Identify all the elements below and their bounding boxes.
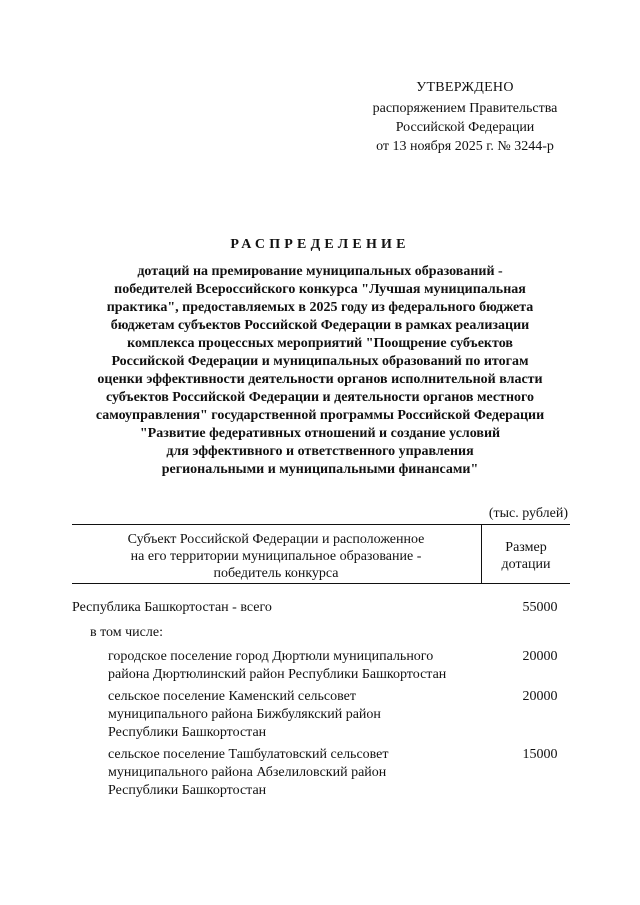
row-amount: 15000 — [522, 747, 558, 762]
subtitle-line: для эффективного и ответственного управления — [166, 444, 474, 459]
subtitle-line: комплекса процессных мероприятий "Поощрение субъектов — [127, 336, 513, 351]
subtitle-line: дотаций на премирование муниципальных образований - — [137, 264, 503, 279]
subtitle-line: практика", предоставляемых в 2025 году из федерального бюджета — [106, 300, 534, 315]
row-subject — [72, 599, 570, 617]
approval-block — [340, 78, 590, 156]
units-label: (тыс. рублей) — [488, 506, 568, 521]
subtitle-line: оценки эффективности деятельности органов исполнительной власти — [97, 372, 543, 387]
approval-line-2: Российской Федерации — [395, 120, 535, 135]
header-amount-line: Размер — [505, 540, 547, 555]
row-subject — [108, 746, 570, 800]
table-header — [72, 524, 570, 584]
subtitle-line: Российской Федерации и муниципальных образований по итогам — [111, 354, 529, 369]
row-subject-line: сельское поселение Ташбулатовский сельсовет — [108, 747, 389, 762]
row-subject — [90, 624, 570, 642]
header-amount — [482, 539, 570, 573]
table-row — [108, 746, 570, 800]
table-row — [72, 599, 570, 617]
row-subject-line: муниципального района Абзелиловский район — [108, 765, 387, 780]
row-amount: 55000 — [522, 600, 558, 615]
row-subject — [108, 648, 570, 684]
subtitle-line: региональными и муниципальными финансами" — [161, 462, 479, 477]
document-title: РАСПРЕДЕЛЕНИЕ — [230, 237, 410, 252]
document-subtitle — [60, 263, 580, 479]
row-subject-line: Республики Башкортостан — [108, 783, 267, 798]
subtitle-line: победителей Всероссийского конкурса "Лучшая муниципальная — [114, 282, 526, 297]
table-row — [90, 624, 570, 642]
row-subject-line: в том числе: — [90, 625, 163, 640]
header-amount-line: дотации — [501, 557, 551, 572]
row-subject-line: района Дюртюлинский район Республики Башкортостан — [108, 667, 447, 682]
table-row — [108, 648, 570, 684]
row-subject-line: городское поселение город Дюртюли муниципального — [108, 649, 434, 664]
table-row — [108, 688, 570, 742]
header-subject-line: победитель конкурса — [213, 566, 339, 581]
header-subject-line: Субъект Российской Федерации и расположенное — [127, 532, 425, 547]
row-subject-line: Республики Башкортостан — [108, 725, 267, 740]
row-subject-line: муниципального района Бижбулякский район — [108, 707, 381, 722]
row-subject-line: Республика Башкортостан - всего — [72, 600, 272, 615]
approval-line-1: распоряжением Правительства — [372, 101, 558, 116]
subtitle-line: самоуправления" государственной программы Российской Федерации — [95, 408, 545, 423]
row-subject-line: сельское поселение Каменский сельсовет — [108, 689, 356, 704]
row-subject — [108, 688, 570, 742]
row-amount: 20000 — [522, 689, 558, 704]
subtitle-line: субъектов Российской Федерации и деятельности органов местного — [105, 390, 535, 405]
row-amount: 20000 — [522, 649, 558, 664]
header-subject-line: на его территории муниципальное образование - — [130, 549, 422, 564]
approval-line-3: от 13 ноября 2025 г. № 3244-р — [376, 139, 554, 154]
approval-heading: УТВЕРЖДЕНО — [416, 80, 514, 95]
header-subject — [72, 531, 480, 582]
subtitle-line: бюджетам субъектов Российской Федерации в рамках реализации — [110, 318, 530, 333]
subtitle-line: "Развитие федеративных отношений и создание условий — [139, 426, 501, 441]
